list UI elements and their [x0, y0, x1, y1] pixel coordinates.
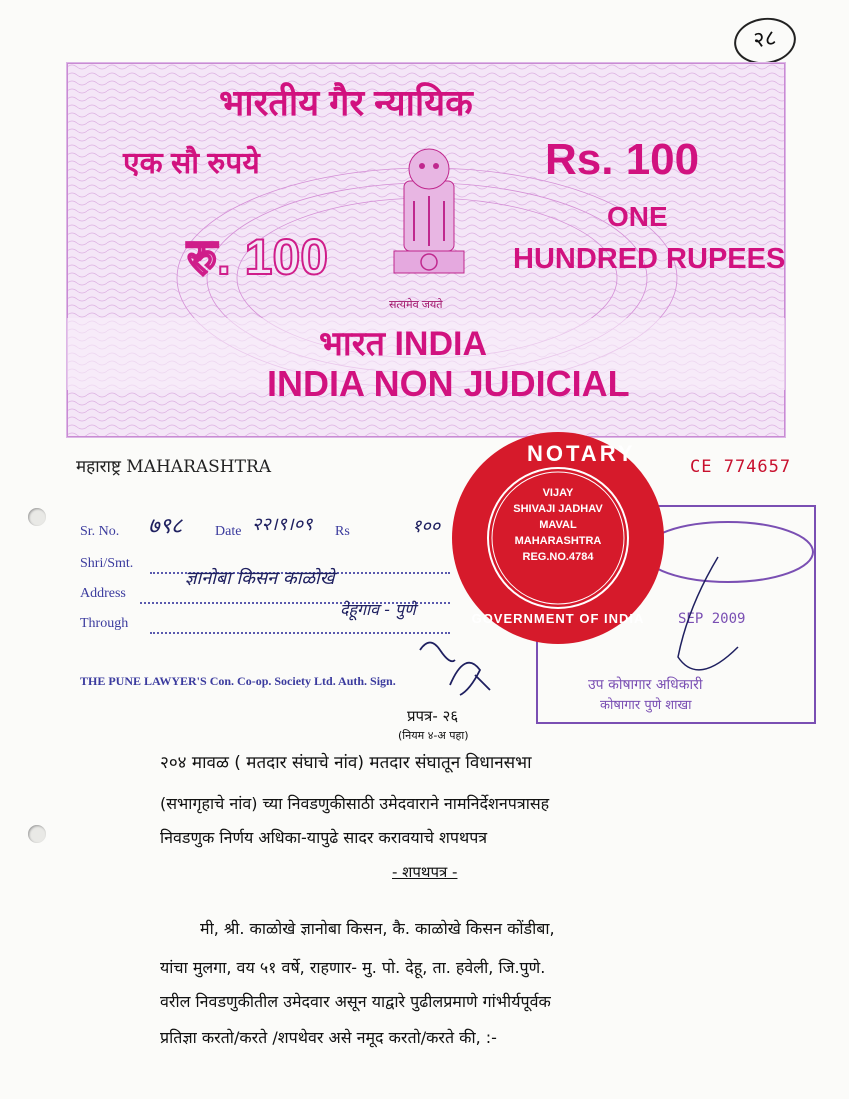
stamp-amount-hindi: एक सौ रुपये	[123, 147, 260, 180]
para1-line: २०४ मावळ ( मतदार संघाचे नांव) मतदार संघातून विधानसभा	[160, 753, 532, 773]
state-line: महाराष्ट्र MAHARASHTRA	[76, 457, 272, 477]
treasury-stamp-line1: उप कोषागार अधिकारी	[588, 677, 703, 693]
date-label: Date	[215, 524, 242, 539]
para2-line: यांचा मुलगा, वय ५१ वर्षे, राहणार- मु. पो. देहू, ता. हवेली, जि.पुणे.	[160, 958, 546, 977]
dotted-line	[150, 632, 450, 634]
notary-reg: REG.NO.4784	[522, 551, 594, 563]
stamp-paper	[66, 62, 786, 438]
address-label: Address	[80, 586, 126, 601]
notary-name2: SHIVAJI JADHAV	[513, 503, 603, 515]
society-line: THE PUNE LAWYER'S Con. Co-op. Society Ltd. Auth. Sign.	[80, 674, 396, 688]
form-title: प्रपत्र- २६	[407, 707, 459, 725]
stamp-motto: सत्यमेव जयते	[389, 299, 443, 311]
through-label: Through	[80, 616, 129, 631]
stamp-bharat-india: भारत INDIA	[319, 325, 487, 363]
treasury-stamp-date: SEP 2009	[678, 611, 746, 627]
notary-government: GOVERNMENT OF INDIA	[471, 611, 645, 626]
affidavit-heading: - शपथपत्र -	[392, 863, 458, 881]
notary-state: MAHARASHTRA	[514, 535, 602, 547]
notary-details	[493, 485, 623, 565]
notary-name1: VIJAY	[542, 487, 574, 499]
stamp-serial-number: CE 774657	[690, 457, 792, 477]
para2-line: प्रतिज्ञा करतो/करते /शपथेवर असे नमूद करतो/करते की, :-	[160, 1028, 497, 1047]
stamp-amount-rs: Rs. 100	[545, 135, 700, 184]
rule-reference: (नियम ४-अ पहा)	[398, 729, 469, 742]
treasury-stamp-line2: कोषागार पुणे शाखा	[600, 698, 692, 713]
para1-line: (सभागृहाचे नांव) च्या निवडणुकीसाठी उमेदवाराने नामनिर्देशनपत्रासह	[160, 794, 550, 813]
notary-seal	[447, 427, 669, 649]
notary-place: MAVAL	[539, 519, 577, 531]
stamp-hundred-rupees: HUNDRED RUPEES	[513, 243, 786, 275]
pen-stroke-icon	[658, 547, 808, 687]
stamp-header-hindi: भारतीय गैर न्यायिक	[219, 82, 473, 123]
para1-line: निवडणुक निर्णय अधिका-यापुढे सादर करावयाचे शपथपत्र	[160, 828, 488, 847]
sr-no-value: ७९८	[148, 514, 183, 539]
rs-value: १००	[412, 516, 441, 537]
sr-no-label: Sr. No.	[80, 524, 120, 539]
para2-line: मी, श्री. काळोखे ज्ञानोबा किसन, कै. काळोखे किसन कोंडीबा,	[200, 919, 555, 938]
shri-smt-label: Shri/Smt.	[80, 556, 134, 571]
shri-smt-value: ज्ञानोबा किसन काळोखे	[185, 568, 335, 589]
para2-line: वरील निवडणुकीतील उमेदवार असून याद्वारे पुढीलप्रमाणे गांभीर्यपूर्वक	[160, 992, 551, 1011]
stamp-one: ONE	[607, 201, 668, 232]
stamp-india-non-judicial: INDIA NON JUDICIAL	[267, 363, 630, 404]
rs-label: Rs	[335, 524, 350, 539]
notary-title: NOTARY	[527, 441, 636, 466]
binder-hole	[28, 825, 46, 843]
binder-hole	[28, 508, 46, 526]
address-value: देहूगाव - पुणे	[340, 600, 416, 619]
date-value: २२।९।०९	[252, 514, 313, 535]
stamp-amount-ru: रु. 100	[187, 229, 329, 285]
page-number: २८	[731, 14, 799, 68]
emblem-icon	[389, 141, 469, 291]
